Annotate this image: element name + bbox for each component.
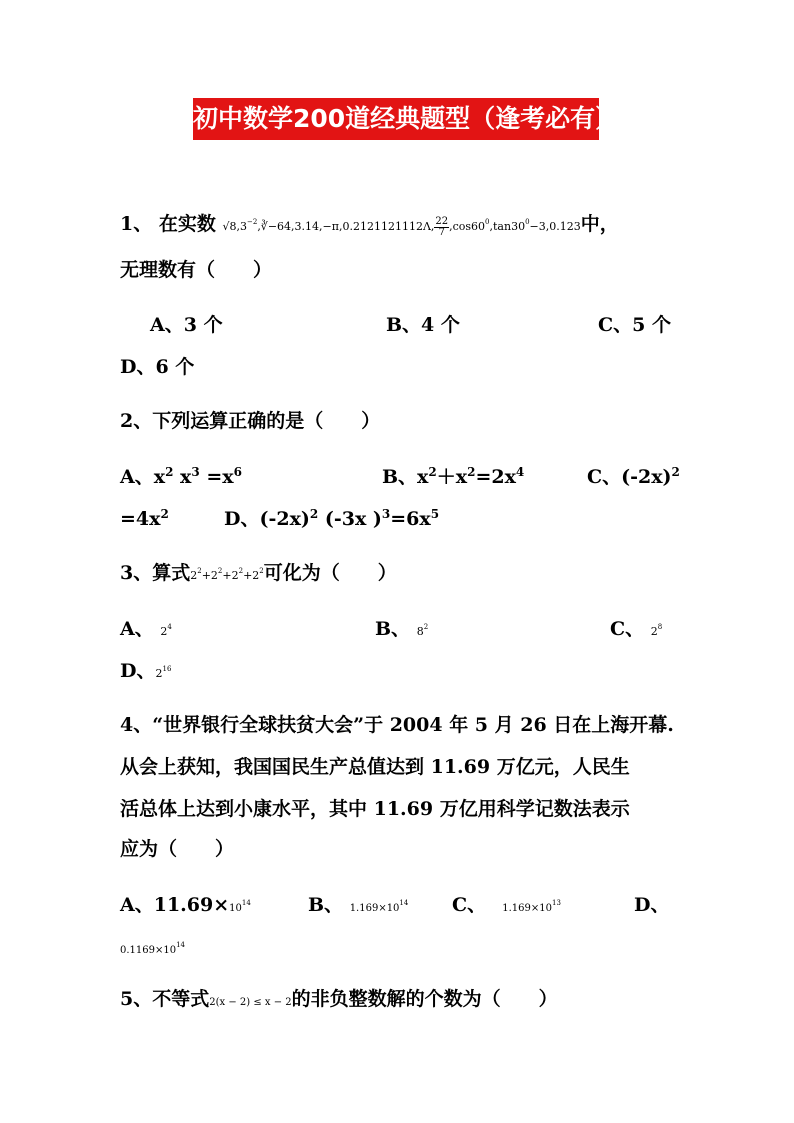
q1-option-b: B、4 个 [386, 314, 460, 336]
page-title: 初中数学200道经典题型（逢考必有） [193, 98, 599, 140]
question-1-stem: 1、 在实数 $√8,3^{-2},∛-64,3.14,-\pi,0.2121121112\Lambda$, $\frac{22}{7}$ $,\cos 60^0,\tan 30^0-3,0.123$中， [120, 213, 619, 238]
q2-option-d: D、$(-2x)^2$ (-3x )$^3=6x^5$ [224, 507, 440, 530]
q2-option-c: C、$(-2x)^2$ [587, 465, 680, 488]
question-2-stem: 2、下列运算正确的是（ ） [120, 410, 381, 432]
q2-option-a: A、$x^2$ $x^3 =x^6$ [120, 465, 242, 488]
q1-math: $√8,3^{-2},∛-64,3.14,-\pi,0.2121121112\Lambda$, $\frac{22}{7}$ $,\cos 60^0,\tan 30^0-3,0.123$ [222, 215, 581, 238]
q3-option-b: B、 $8^2$ [375, 618, 429, 640]
q3-option-a: A、 $2^4$ [120, 618, 172, 640]
question-5-stem: 5、不等式2(x − 2) ≤ x − 2的非负整数解的个数为（ ） [120, 988, 558, 1010]
q2-option-c-continued: $=4x^2$ [120, 507, 169, 530]
q4-option-b: B、 $1.169\times 10^{14}$ [308, 894, 409, 916]
q4-option-d-value: $0.1169\times 10^{14}$ [120, 941, 186, 956]
q1-option-c: C、5 个 [598, 314, 671, 336]
q1-option-d: D、6 个 [120, 356, 195, 378]
q5-inequality: 2(x − 2) ≤ x − 2 [209, 997, 292, 1008]
q3-option-d: D、$2^{16}$ [120, 660, 172, 682]
question-1-line-2: 无理数有（ ） [120, 259, 273, 281]
q4-option-a: A、$11.69\times 10^{14}$ [120, 894, 251, 916]
fraction: $\frac{22}{7}$ [435, 215, 449, 238]
question-4-line-4: 应为（ ） [120, 838, 235, 860]
q1-option-a: A、3 个 [150, 314, 223, 336]
question-3-stem: 3、算式$2^2+2^2+2^2+2^2$可化为（ ） [120, 562, 397, 584]
q3-option-c: C、 $2^8$ [610, 618, 663, 640]
question-4-line-3: 活总体上达到小康水平，其中 11.69 万亿用科学记数法表示 [120, 798, 630, 820]
q4-option-c: C、 $1.169\times 10^{13}$ [452, 894, 561, 916]
question-4-line-1: 4、“世界银行全球扶贫大会”于 2004 年 5 月 26 日在上海开幕. [120, 714, 674, 736]
q3-expression: $2^2+2^2+2^2+2^2$ [190, 567, 264, 582]
q2-option-b: B、$x^2+x^2=2x^4$ [382, 465, 525, 488]
question-4-line-2: 从会上获知，我国国民生产总值达到 11.69 万亿元，人民生 [120, 756, 630, 778]
q4-option-d-label: D、 [634, 894, 670, 916]
